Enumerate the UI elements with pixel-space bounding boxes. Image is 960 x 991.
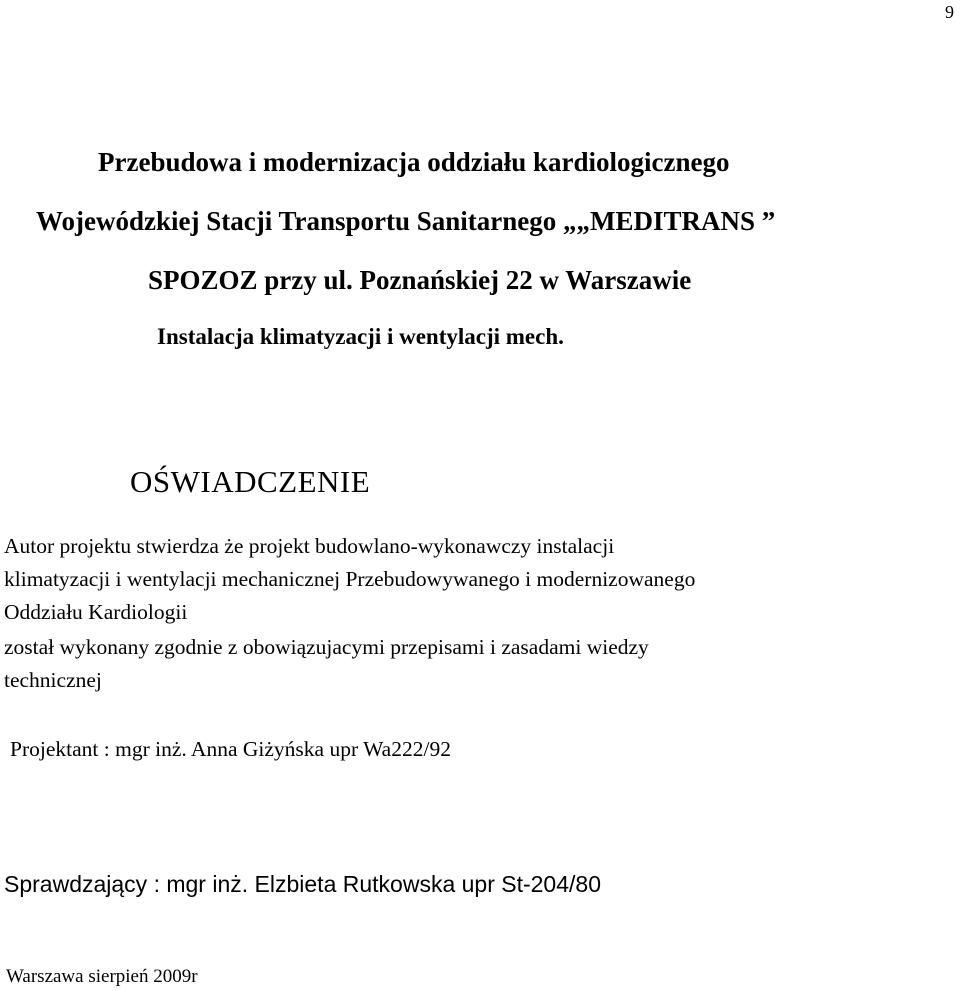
page-number: 9 [945, 2, 954, 22]
designer-line: Projektant : mgr inż. Anna Giżyńska upr Wa222/92 [10, 737, 451, 761]
statement-body-line-1: Autor projektu stwierdza że projekt budowlano-wykonawczy instalacji [4, 534, 615, 558]
project-subtitle: Instalacja klimatyzacji i wentylacji mech. [157, 324, 564, 349]
project-title-line-3: SPOZOZ przy ul. Poznańskiej 22 w Warszawie [148, 265, 692, 295]
statement-body-line-4: został wykonany zgodnie z obowiązujacymi przepisami i zasadami wiedzy [4, 635, 649, 659]
reviewer-line: Sprawdzający : mgr inż. Elzbieta Rutkowska upr St-204/80 [4, 871, 601, 897]
statement-body-line-5: technicznej [4, 668, 102, 692]
statement-heading: OŚWIADCZENIE [130, 464, 371, 499]
statement-body-line-3: Oddziału Kardiologii [4, 600, 188, 624]
place-date-line: Warszawa sierpień 2009r [6, 966, 198, 987]
project-title-line-2: Wojewódzkiej Stacji Transportu Sanitarnego „„MEDITRANS ” [36, 206, 776, 236]
statement-body-line-2: klimatyzacji i wentylacji mechanicznej Przebudowywanego i modernizowanego [4, 567, 696, 591]
project-title-line-1: Przebudowa i modernizacja oddziału kardiologicznego [98, 147, 730, 177]
